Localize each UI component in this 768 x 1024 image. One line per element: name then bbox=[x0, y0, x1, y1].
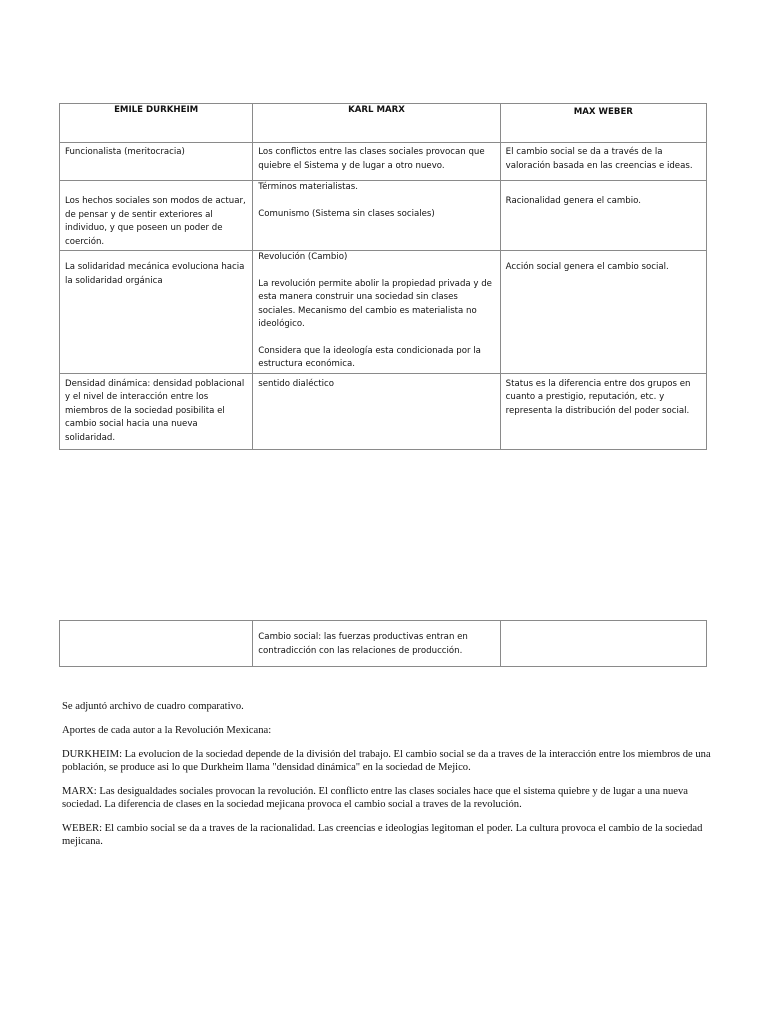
marx-paragraph: MARX: Las desigualdades sociales provocan la revolución. El conflicto entre las clases sociales hace que el sistema quiebre y de lugar a una nueva sociedad. La diferencia de clases en la sociedad mejicana provoca el cambio social a traves de la revolución. bbox=[62, 786, 688, 810]
header-marx bbox=[253, 104, 500, 143]
durkheim-paragraph: DURKHEIM: La evolucion de la sociedad depende de la división del trabajo. El cambio social se da a traves de la interacción entre los miembros de una población, se produce asi lo que Durkheim llama "densidad dinámica" en la sociedad de Mejico. bbox=[62, 749, 711, 773]
cell-weber bbox=[500, 143, 706, 181]
continuation-table bbox=[59, 620, 707, 667]
cell-text: Cambio social: las fuerzas productivas entran en contradicción con las relaciones de producción. bbox=[258, 632, 468, 656]
cell-durkheim bbox=[60, 143, 253, 181]
table-header-row bbox=[60, 104, 707, 143]
cell-text: Densidad dinámica: densidad poblacional y el nivel de interacción entre los miembros de la sociedad posibilita el cambio social hacia una nueva solidaridad. bbox=[65, 378, 245, 443]
section-intro: Aportes de cada autor a la Revolución Mexicana: bbox=[62, 725, 272, 736]
cell-text: Los conflictos entre las clases sociales provocan que quiebre el Sistema y de lugar a otro nuevo. bbox=[258, 147, 485, 171]
cell-text: Considera que la ideología esta condicionada por la estructura económica. bbox=[258, 345, 481, 369]
cell-text: Status es la diferencia entre dos grupos en cuanto a prestigio, reputación, etc. y representa la distribución del poder social. bbox=[505, 378, 691, 416]
header-weber bbox=[500, 104, 706, 143]
header-durkheim bbox=[60, 104, 253, 143]
cell-weber bbox=[500, 621, 706, 667]
cell-marx bbox=[253, 181, 500, 251]
cell-text: Comunismo (Sistema sin clases sociales) bbox=[258, 208, 435, 219]
table-row bbox=[60, 251, 707, 374]
cell-text: sentido dialéctico bbox=[258, 378, 334, 389]
body-text bbox=[62, 700, 722, 859]
cell-durkheim bbox=[60, 373, 253, 449]
cell-text: Términos materialistas. bbox=[258, 182, 359, 192]
cell-weber bbox=[500, 251, 706, 374]
cell-marx bbox=[253, 373, 500, 449]
table-row bbox=[60, 143, 707, 181]
table-row bbox=[60, 621, 707, 667]
cell-marx bbox=[253, 143, 500, 181]
cell-text: El cambio social se da a través de la valoración basada en las creencias e ideas. bbox=[505, 147, 693, 171]
cell-text: Los hechos sociales son modos de actuar, de pensar y de sentir exteriores al individuo, y que poseen un poder de coerción. bbox=[65, 196, 246, 247]
header-weber-label: MAX WEBER bbox=[573, 107, 633, 117]
cell-text: Revolución (Cambio) bbox=[258, 252, 348, 262]
table-row bbox=[60, 181, 707, 251]
cell-text: La solidaridad mecánica evoluciona hacia la solidaridad orgánica bbox=[65, 262, 245, 286]
cell-weber bbox=[500, 373, 706, 449]
cell-text: Acción social genera el cambio social. bbox=[505, 262, 669, 272]
cell-durkheim bbox=[60, 621, 253, 667]
cell-text: Funcionalista (meritocracia) bbox=[65, 147, 185, 157]
cell-durkheim bbox=[60, 251, 253, 374]
cell-weber bbox=[500, 181, 706, 251]
table-row bbox=[60, 373, 707, 449]
cell-marx bbox=[253, 251, 500, 374]
comparison-table bbox=[59, 103, 707, 450]
header-marx-label: KARL MARX bbox=[348, 105, 405, 115]
cell-text: La revolución permite abolir la propiedad privada y de esta manera construir una sociedad sin clases sociales. Mecanismo del cambio es materialista no ideológico. bbox=[258, 278, 492, 329]
cell-marx bbox=[253, 621, 500, 667]
cell-durkheim bbox=[60, 181, 253, 251]
weber-paragraph: WEBER: El cambio social se da a traves de la racionalidad. Las creencias e ideologias legitoman el poder. La cultura provoca el cambio de la sociedad mejicana. bbox=[62, 823, 703, 847]
cell-text: Racionalidad genera el cambio. bbox=[505, 196, 641, 206]
header-durkheim-label: EMILE DURKHEIM bbox=[114, 105, 199, 115]
attachment-note: Se adjuntó archivo de cuadro comparativo. bbox=[62, 701, 244, 712]
